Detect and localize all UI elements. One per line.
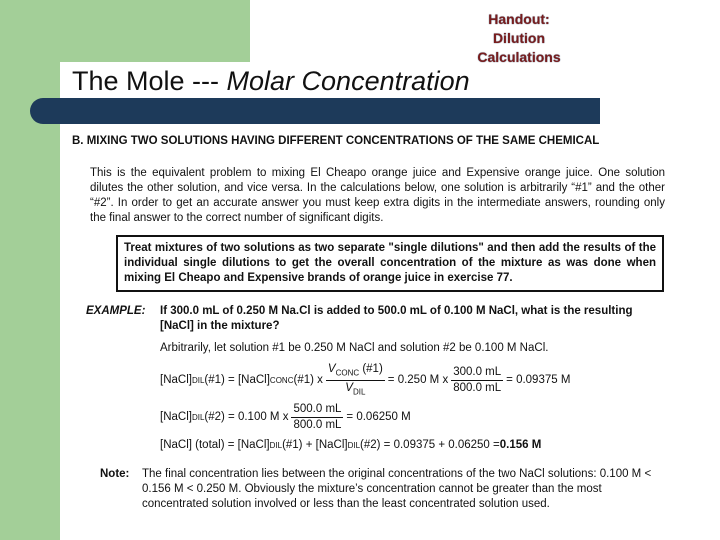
handout-heading <box>440 10 598 67</box>
eq1-result: = 0.09375 M <box>506 374 571 387</box>
eq3-answer: 0.156 M <box>499 439 542 451</box>
equation-solution-1 <box>160 362 570 400</box>
top-green-band <box>60 0 250 62</box>
example-arbitrarily: Arbitrarily, let solution #1 be 0.250 M NaCl and solution #2 be 0.100 M NaCl. <box>160 342 549 354</box>
scanned-document <box>72 126 665 540</box>
eq3-text-1: [NaCl] (total) = [NaCl] <box>160 439 270 451</box>
eq1-lhs-sub: DIL <box>191 376 205 386</box>
eq3-sub-2: DIL <box>347 441 361 450</box>
eq2-lhs-sub: DIL <box>191 413 205 422</box>
boxed-rule: Treat mixtures of two solutions as two separate "single dilutions" and then add the results of the individual single dilutions to get the overall concentration of the mixture as was done when mixing El Cheapo and Expensive brands of orange juice in exercise 77. <box>116 235 664 292</box>
handout-line-1: Handout: <box>488 11 550 27</box>
left-green-band <box>0 0 60 540</box>
eq2-lhs-tail: (#2) = 0.100 M x <box>204 411 289 423</box>
handout-line-3: Calculations <box>477 49 561 65</box>
note-text: The final concentration lies between the original concentrations of the two NaCl solutions: 0.100 M < 0.156 M < 0.250 M. Obviously the mixture’s concentration cannot be greater than the most concentrated solution involved or less than the least concentrated solution used. <box>142 468 652 510</box>
eq2-result: = 0.06250 M <box>346 411 411 423</box>
eq1-frac1-denominator: $V_{DIL}$ <box>345 382 366 397</box>
eq1-lhs: [NaCl] <box>160 374 192 387</box>
eq1-frac2-denominator: 800.0 mL <box>453 382 502 395</box>
intro-paragraph: This is the equivalent problem to mixing El Cheapo orange juice and Expensive orange juice. One solution dilutes the other solution, and vice versa. In the calculations below, one solution is arbitrarily “#1” and the other “#2”. In order to get an accurate answer you must keep extra digits in the intermediate answers, rounding only the final answer to the correct number of significant digits. <box>90 167 665 224</box>
eq1-eq-val: = 0.250 M x <box>387 374 449 387</box>
eq3-text-2: (#1) + [NaCl] <box>282 439 348 451</box>
eq3-sub-1: DIL <box>269 441 283 450</box>
section-heading: B. MIXING TWO SOLUTIONS HAVING DIFFERENT CONCENTRATIONS OF THE SAME CHEMICAL <box>72 135 600 147</box>
title-underline-bar <box>30 98 600 124</box>
note-label: Note: <box>100 468 130 480</box>
slide-title-main: The Mole --- <box>72 66 227 96</box>
eq3-text-3: (#2) = 0.09375 + 0.06250 = <box>360 439 500 451</box>
eq2-denominator: 800.0 mL <box>293 419 342 431</box>
eq2-numerator: 500.0 mL <box>291 402 343 418</box>
eq2-lhs: [NaCl] <box>160 411 192 423</box>
eq1-frac2-numerator: 300.0 mL <box>451 365 503 381</box>
slide-title <box>72 66 470 97</box>
eq1-frac1-numerator: $V_{CONC}$ (#1) <box>326 362 385 381</box>
equation-total <box>160 438 541 453</box>
eq1-mid: (#1) x <box>293 374 323 387</box>
handout-line-2: Dilution <box>492 30 546 46</box>
eq2-fraction <box>291 402 343 433</box>
eq1-number-fraction <box>451 365 503 396</box>
equation-solution-2 <box>160 402 411 433</box>
eq1-lhs-tail: (#1) = [NaCl] <box>204 374 270 387</box>
eq1-conc-sub: CONC <box>269 376 294 386</box>
example-label: EXAMPLE: <box>86 305 146 317</box>
slide-title-italic: Molar Concentration <box>226 66 470 96</box>
example-question: If 300.0 mL of 0.250 M Na.Cl is added to 500.0 mL of 0.100 M NaCl, what is the resulting [NaCl] in the mixture? <box>160 305 633 332</box>
eq1-volume-fraction <box>326 362 385 400</box>
